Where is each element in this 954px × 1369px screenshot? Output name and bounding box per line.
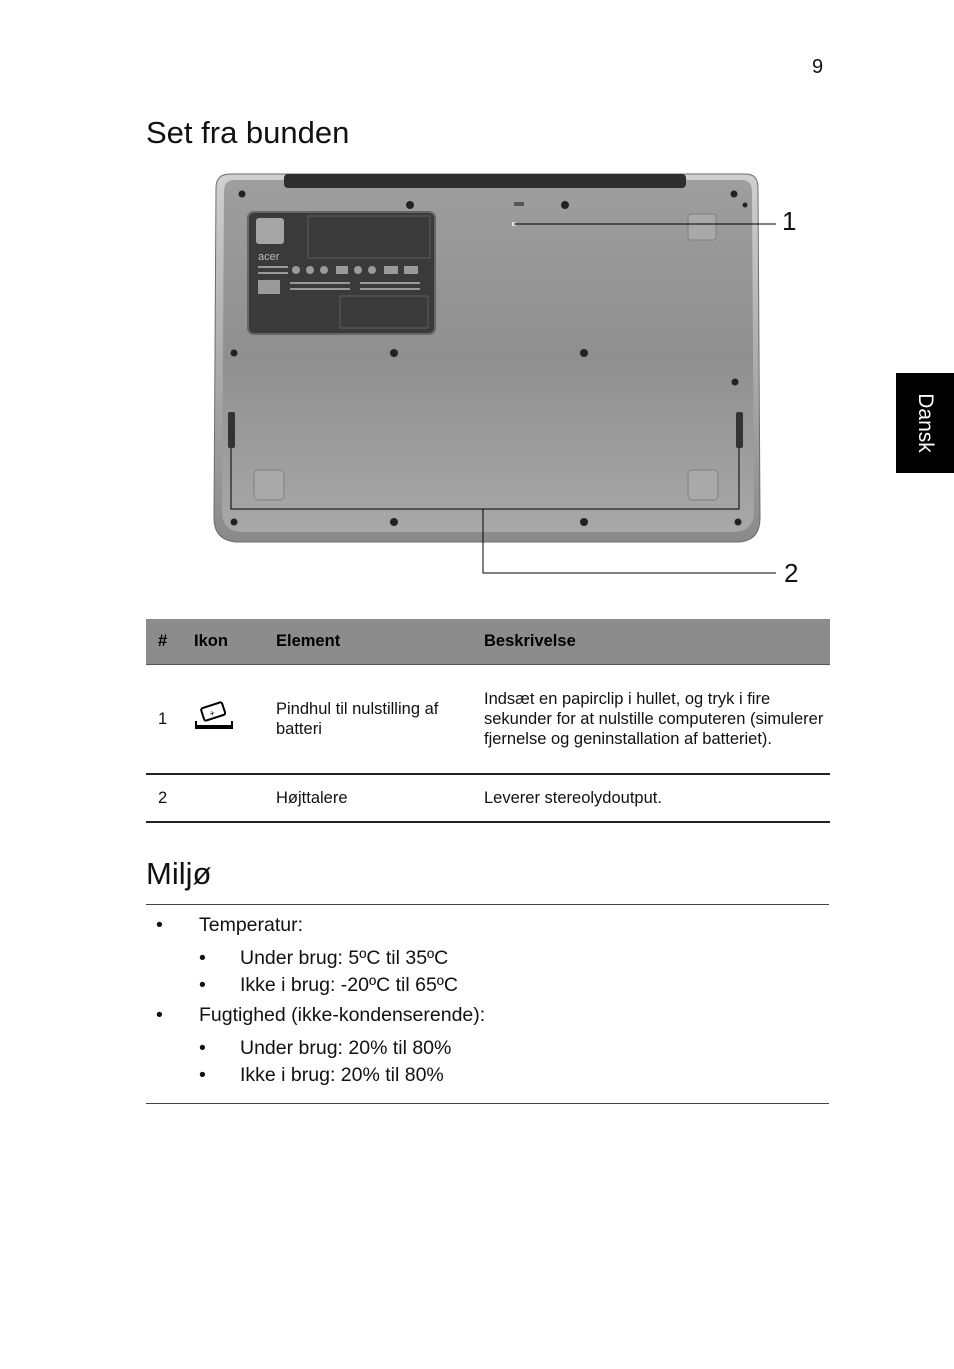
row-description: Indsæt en papirclip i hullet, og tryk i fire sekunder for at nulstille computeren (simulerer fjernelse og geninstallation af batteriet). — [472, 665, 830, 775]
row-icon-cell — [182, 665, 264, 775]
header-number: # — [146, 619, 182, 665]
bullet-dot: • — [156, 1004, 163, 1026]
row-number: 2 — [146, 774, 182, 822]
header-element: Element — [264, 619, 472, 665]
language-tab-label: Dansk — [914, 393, 937, 453]
table-row — [146, 665, 830, 775]
bullet-dot: • — [199, 947, 206, 969]
bullet-dot: • — [199, 974, 206, 996]
bullet-dot: • — [156, 914, 163, 936]
list-item-label: Fugtighed (ikke-kondenserende): — [199, 1004, 486, 1026]
list-item-label: Temperatur: — [199, 914, 304, 936]
row-description: Leverer stereolydoutput. — [472, 774, 830, 822]
svg-text:+: + — [208, 707, 217, 719]
environment-title: Miljø — [146, 856, 212, 891]
language-tab — [896, 373, 954, 473]
battery-reset-icon — [194, 701, 234, 733]
list-item-label: Under brug: 20% til 80% — [240, 1037, 452, 1059]
callout-2: 2 — [784, 558, 799, 588]
row-number: 1 — [146, 665, 182, 775]
section-title: Set fra bunden — [146, 115, 350, 150]
laptop-bottom-figure — [200, 168, 820, 588]
components-table — [146, 619, 830, 823]
row-icon-cell — [182, 774, 264, 822]
page-number: 9 — [812, 56, 824, 78]
bullet-dot: • — [199, 1064, 206, 1086]
row-element: Højttalere — [264, 774, 472, 822]
list-item-label: Ikke i brug: 20% til 80% — [240, 1064, 444, 1086]
environment-box — [146, 904, 829, 1104]
callout-1: 1 — [782, 206, 797, 236]
bullet-dot: • — [199, 1037, 206, 1059]
table-header-row — [146, 619, 830, 665]
list-item-label: Ikke i brug: -20ºC til 65ºC — [240, 974, 458, 996]
header-description: Beskrivelse — [472, 619, 830, 665]
header-icon: Ikon — [182, 619, 264, 665]
list-item-label: Under brug: 5ºC til 35ºC — [240, 947, 449, 969]
row-element: Pindhul til nulstilling af batteri — [264, 665, 472, 775]
laptop-bottom-illustration — [200, 168, 820, 588]
label-logo-text: acer — [258, 251, 280, 263]
table-row — [146, 774, 830, 822]
